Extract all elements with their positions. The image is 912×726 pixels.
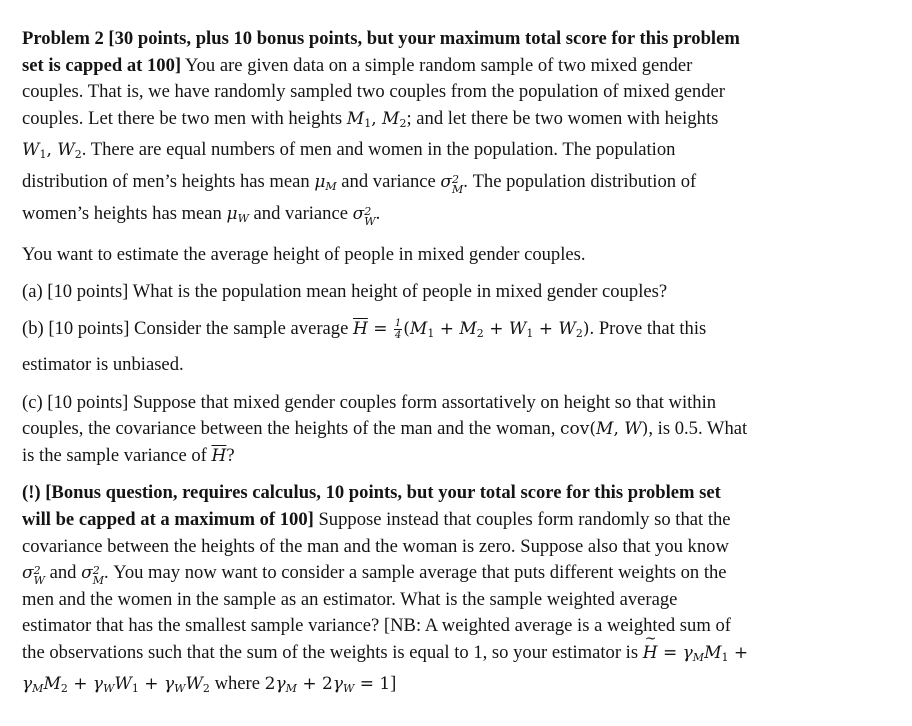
- part-b-text: (b) [10 points] Consider the sample average: [22, 318, 353, 340]
- cov-expression: cov(M, W): [560, 419, 649, 440]
- intro-text: . There are equal numbers of men and women in the population. The population: [81, 139, 676, 161]
- bonus-text: Suppose instead that couples form randomly so that the: [313, 508, 731, 530]
- var-w1: $W_1$, $W_2$: [22, 140, 82, 162]
- intro-text: . The population distribution of: [463, 170, 697, 192]
- problem-heading-cont: set is capped at 100]: [22, 54, 182, 76]
- intro-text: and variance: [336, 170, 441, 192]
- bonus-text: . You may now want to consider a sample average that puts different weights on the: [103, 562, 727, 584]
- problem-intro: [22, 26, 902, 232]
- bonus-text: and: [44, 562, 82, 584]
- bonus-text: where: [209, 673, 265, 695]
- intro-text: couples. Let there be two men with heights: [22, 107, 347, 129]
- sigma-w-sq: σ 2 W: [22, 563, 45, 588]
- problem-heading: Problem 2 [30 points, plus 10 bonus points, but your maximum total score for this problem: [22, 28, 740, 49]
- sigma-w-sq: σ 2 W: [352, 203, 376, 228]
- h-bar-formula: $\overline{H}$ = $\frac{1}{4}$ $(M_1 + M_2 + W_1 + W_2)$: [352, 318, 590, 342]
- part-c-text: couples, the covariance between the heights of the man and the woman,: [22, 418, 560, 440]
- bonus-text: covariance between the heights of the man and the woman is zero. Suppose also that you know: [22, 535, 729, 557]
- bonus-text: the observations such that the sum of the weights is equal to 1, so your estimator is: [22, 641, 643, 663]
- part-b: [22, 316, 902, 378]
- part-a: (a) [10 points] What is the population mean height of people in mixed gender couples?: [22, 280, 668, 302]
- intro-text: .: [375, 202, 381, 224]
- sigma-m-sq: σ 2 M: [81, 563, 104, 588]
- bonus-heading-cont: will be capped at a maximum of 100]: [22, 508, 314, 530]
- bonus-text: estimator that has the smallest sample variance? [NB: A weighted average is a weighted sum of: [22, 615, 731, 637]
- goal-text: You want to estimate the average height of people in mixed gender couples.: [22, 244, 586, 266]
- part-b-text: estimator is unbiased.: [22, 353, 184, 375]
- intro-text: women’s heights has mean: [22, 202, 227, 224]
- problem-document: [22, 26, 902, 703]
- mu-m: μM: [314, 171, 337, 193]
- var-m1: $M_1$, $M_2$: [346, 108, 407, 130]
- intro-text: ; and let there be two women with heights: [406, 107, 719, 129]
- sigma-m-sq: σ 2 M: [440, 171, 464, 196]
- bonus-heading: (!) [Bonus question, requires calculus, 10 points, but your total score for this problem set: [22, 482, 721, 504]
- h-tilde-formula-cont: γMM$_2$ + γWW$_1$ + γWW$_2$: [22, 674, 210, 696]
- intro-text: couples. That is, we have randomly sampled two couples from the population of mixed gender: [22, 81, 725, 103]
- bonus-text: men and the women in the sample as an estimator. What is the sample weighted average: [22, 588, 678, 610]
- part-c-text: , is 0.5. What: [648, 418, 748, 440]
- part-c: [22, 390, 902, 470]
- intro-text: and variance: [248, 202, 353, 224]
- intro-text: distribution of men’s heights has mean: [22, 170, 315, 192]
- intro-text: You are given data on a simple random sample of two mixed gender: [181, 54, 693, 76]
- part-b-text: . Prove that this: [589, 318, 707, 340]
- h-tilde-formula: ~ H = γMM$_1$ +: [643, 643, 748, 663]
- weights-constraint: 2γM + 2γW = 1: [264, 674, 391, 696]
- part-c-text: (c) [10 points] Suppose that mixed gender couples form assortatively on height so that within: [22, 391, 717, 413]
- bonus-text: ]: [390, 673, 397, 695]
- part-c-text: ?: [226, 444, 235, 466]
- mu-w: μW: [226, 203, 249, 225]
- part-c-text: is the sample variance of: [22, 444, 212, 466]
- bonus-question: [22, 480, 902, 703]
- h-bar: $\overline{H}$: [211, 445, 227, 466]
